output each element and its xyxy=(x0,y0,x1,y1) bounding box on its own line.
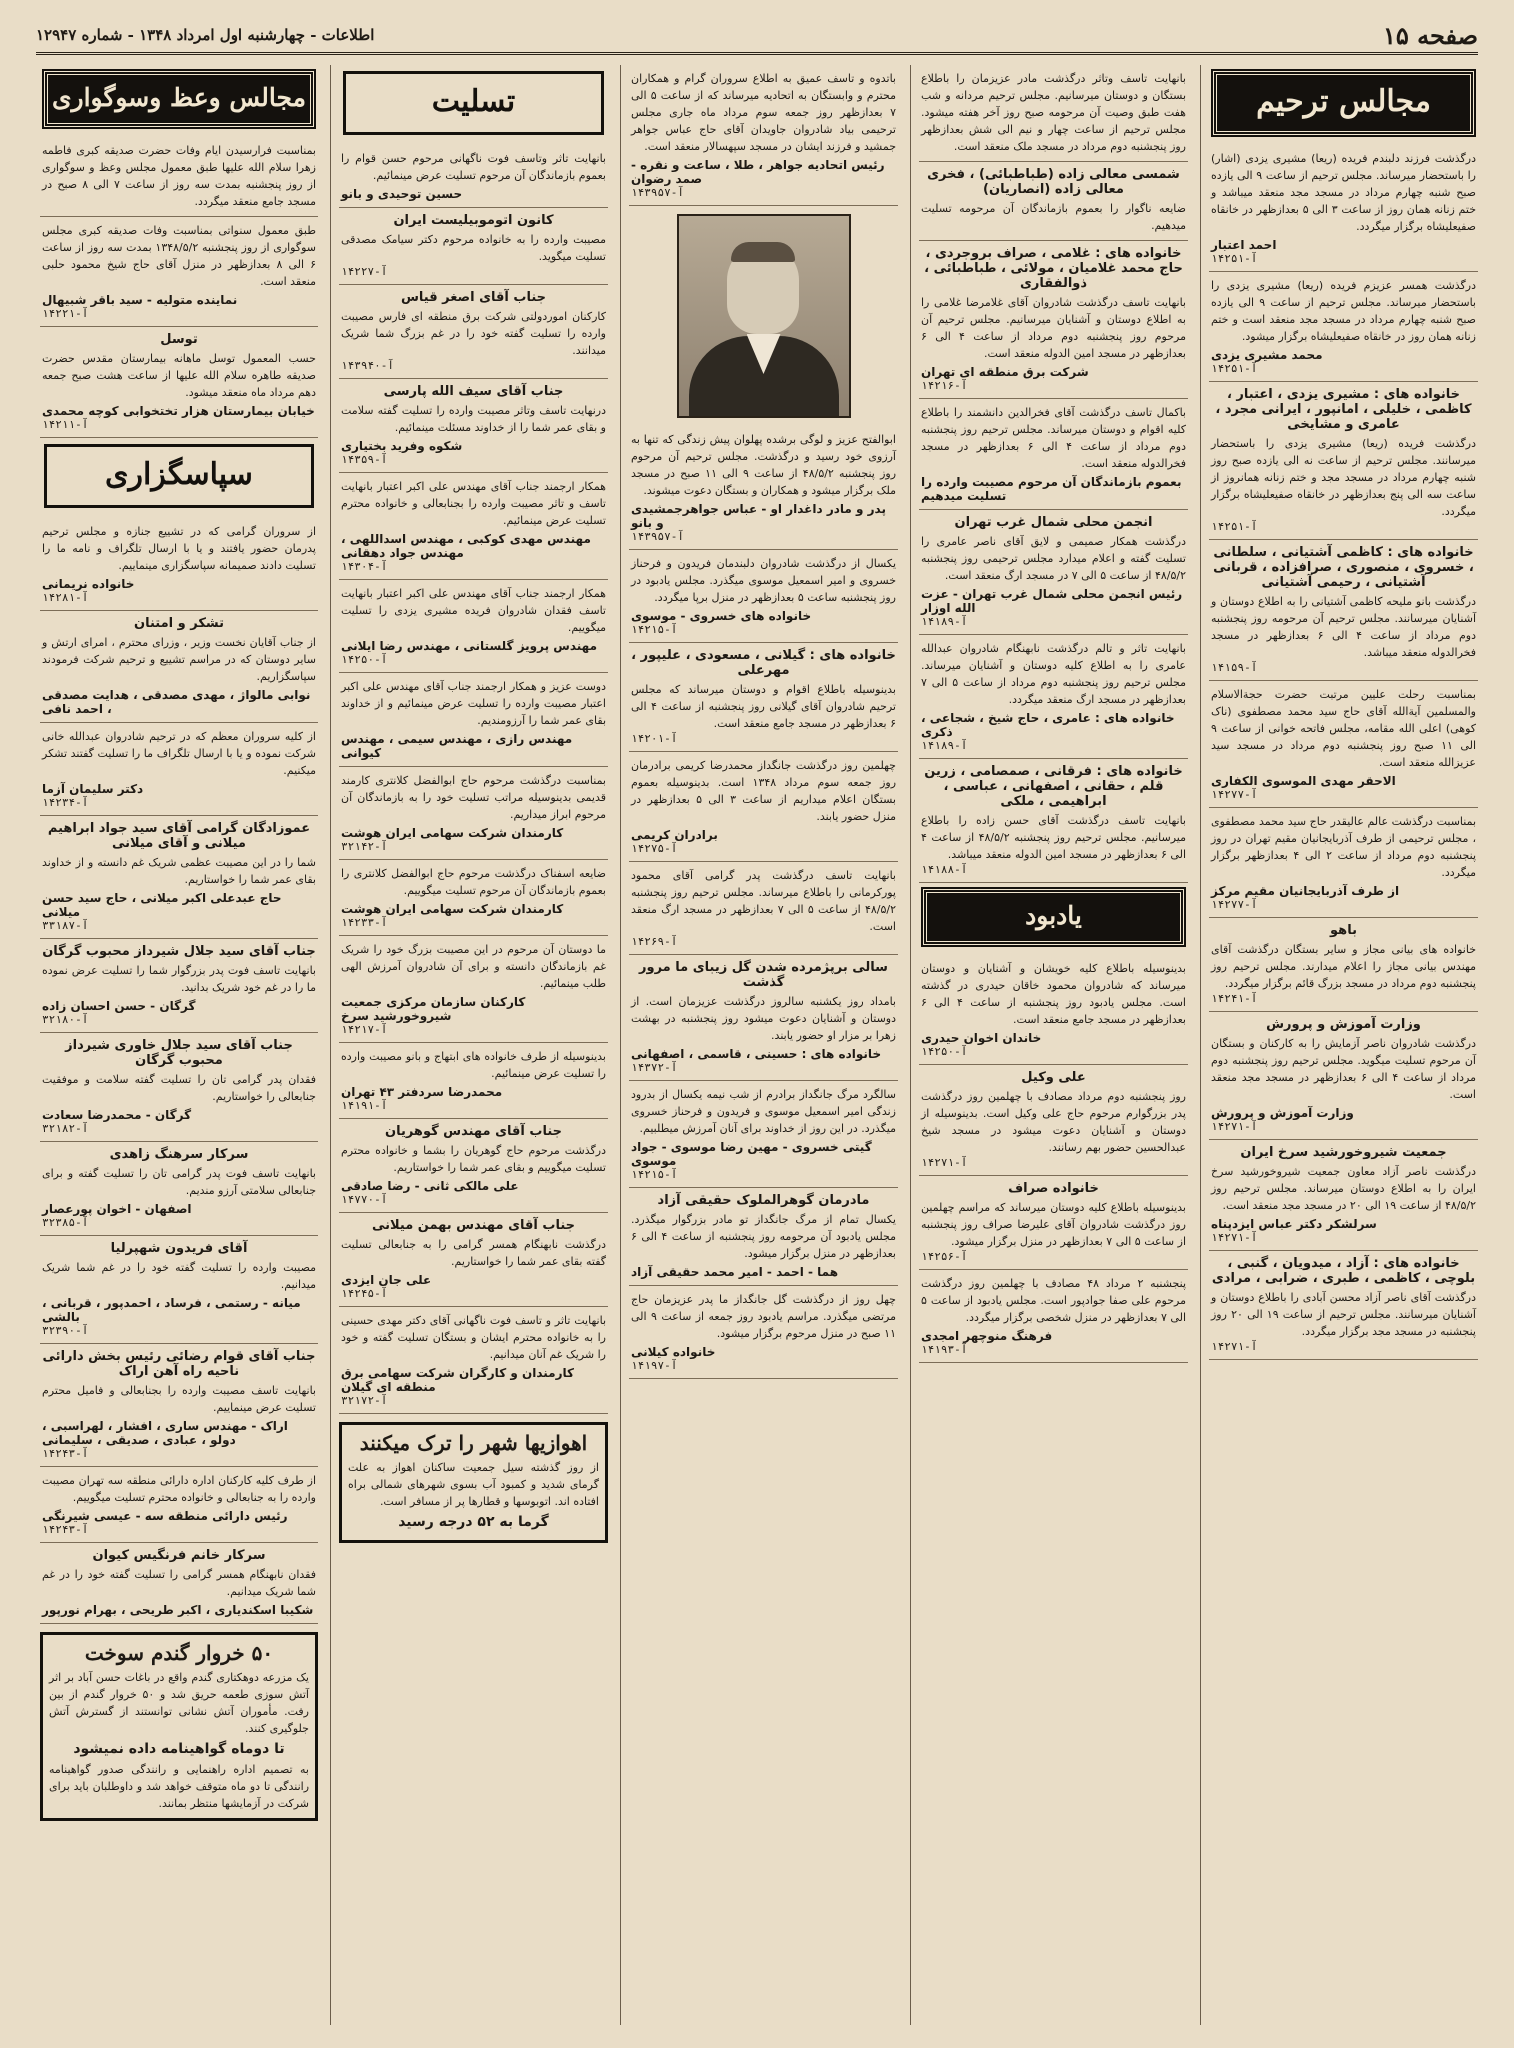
notice xyxy=(40,816,318,939)
notice-sign: برادران کریمی xyxy=(631,828,718,842)
notice xyxy=(1209,382,1478,540)
notice-sign: شکوه وفرید بختیاری xyxy=(341,439,463,453)
notice-code: آ-۱۴۲۷۵ xyxy=(631,842,678,855)
news-subhead: گرما به ۵۲ درجه رسید xyxy=(398,1514,549,1530)
notice-code: آ-۱۴۱۸۸ xyxy=(921,863,968,876)
notice-sign: کارمندان شرکت سهامی ایران هوشت xyxy=(341,826,564,840)
notice-sign: خانواده های خسروی - موسوی xyxy=(631,609,812,623)
notice xyxy=(919,955,1188,1065)
notice-head: کانون اتوموبیلیست ایران xyxy=(393,213,554,228)
notice xyxy=(629,862,898,955)
notice-sign: پدر و مادر داغدار او - عباس جواهرجمشیدی و بانو xyxy=(631,502,886,530)
news-box-wheat xyxy=(40,1632,318,1821)
notice xyxy=(339,767,608,860)
notice-head: خانواده صراف xyxy=(1008,1181,1099,1196)
notice xyxy=(40,518,318,611)
news-box-ahvaz xyxy=(339,1422,608,1543)
notice-head: خانواده های : گیلانی ، مسعودی ، علیپور ، مهرعلی xyxy=(631,648,896,678)
notice-sign: حسین توحیدی و بانو xyxy=(341,187,463,201)
notice xyxy=(339,1307,608,1414)
notice xyxy=(629,1286,898,1379)
notice-body: همکار ارجمند جناب آقای مهندس علی اکبر اعتبار بانهایت تاسف فقدان شادروان فریده مشیری یزدی را تسلیت میگوییم. xyxy=(341,587,606,634)
notice-code: آ-۱۴۳۹۵۷ xyxy=(631,186,684,199)
columns xyxy=(36,65,1478,2025)
notice-code: آ-۳۲۱۸۲ xyxy=(42,1122,89,1135)
column-4 xyxy=(330,65,608,2025)
notice-code: آ-۱۴۳۵۹ xyxy=(341,453,388,466)
notice xyxy=(1209,808,1478,918)
notice xyxy=(40,1236,318,1344)
notice-body: بامداد روز یکشنبه سالروز درگذشت عزیزمان است. از دوستان و آشنایان دعوت میشود روز پنجشنبه در بهشت زهرا بر مزار او حضور یابند. xyxy=(631,995,896,1042)
notice xyxy=(339,145,608,208)
notice-body: از کلیه سروران معظم که در ترحیم شادروان عبدالله خانی شرکت نموده و یا با ارسال تلگراف ما را تسلیت گفتند تشکر میکنیم. xyxy=(42,730,316,777)
notice-code: آ-۱۴۲۴۳ xyxy=(42,1447,89,1460)
notice-body: بانهایت تاسف درگذشت آقای حسن زاده را باطلاع میرسانیم. مجلس ترحیم روز پنجشنبه ۴۸/۵/۲ از ساعت ۴ الی ۶ بعدازظهر در مسجد امین الدوله منعقد میباشد. xyxy=(921,814,1186,861)
notice-head: خانواده های : غلامی ، صراف بروجردی ، حاج محمد غلامیان ، مولائی ، طباطبائی ، ذوالفقاری xyxy=(924,246,1183,291)
notice-sign: نوابی مالواژ ، مهدی مصدقی ، هدایت مصدقی ، احمد نافی xyxy=(42,688,311,716)
notice-code: آ-۱۴۳۷۲ xyxy=(631,1061,678,1074)
news-body: یک مزرعه دوهکتاری گندم واقع در باغات حسن آباد بر اثر آتش سوزی طعمه حریق شد و ۵۰ خروار گندم از بین رفت. مأموران آتش نشانی توانستند از گسترش آتش جلوگیری کنند. xyxy=(49,1671,309,1735)
notice-body: بمناسبت درگذشت مرحوم حاج ابوالفضل کلانتری کارمند قدیمی بدینوسیله مراتب تسلیت خود را به بازماندگان آن مرحوم ابراز میداریم. xyxy=(341,774,606,821)
notice-sign: کارکنان سازمان مرکزی جمعیت شیروخورشید سرخ xyxy=(341,995,526,1023)
notice-sign: اراک - مهندس ساری ، افشار ، لهراسبی ، دولو ، عبادی ، صدیقی ، سلیمانی xyxy=(42,1419,288,1447)
notice-body: بانهایت تاسف فوت پدر بزرگوار شما را تسلیت عرض نموده ما را در غم خود شریک بدانید. xyxy=(42,964,316,994)
section-banner-yadbud: یادبود xyxy=(923,889,1184,945)
notice-sign: خانواده های : حسینی ، قاسمی ، اصفهانی xyxy=(631,1047,882,1061)
notice-code: آ-۱۴۲۱۱ xyxy=(42,418,89,431)
notice xyxy=(919,1065,1188,1176)
notice-sign: رئیس اتحادیه جواهر ، طلا ، ساعت و نقره - صمد رضوان xyxy=(631,158,885,186)
notice-head: عموزادگان گرامی آقای سید جواد ابراهیم میلانی و آقای میلانی xyxy=(47,821,311,851)
column-5 xyxy=(40,65,318,2025)
notice-code: آ-۱۴۲۶۹ xyxy=(631,935,678,948)
notice-sign: علی جان ایزدی xyxy=(341,1273,432,1287)
notice-code: آ-۱۴۲۴۳ xyxy=(42,1523,89,1536)
notice xyxy=(629,752,898,862)
notice-sign: میانه - رستمی ، فرساد ، احمدپور ، قربانی ، بالشی xyxy=(42,1296,301,1324)
notice-head: خانواده های : فرقانی ، صمصامی ، زرین قلم ، حقانی ، اصفهانی ، عباسی ، ابراهیمی ، ملکی xyxy=(924,764,1183,809)
notice-head: انجمن محلی شمال غرب تهران xyxy=(954,515,1153,530)
notice xyxy=(40,1142,318,1236)
notice-body: بدینوسیله از طرف خانواده های ابتهاج و بانو مصیبت وارده را تسلیت عرض مینمائیم. xyxy=(341,1050,606,1080)
notice-code: آ-۱۴۲۴۵ xyxy=(341,1287,388,1300)
notice xyxy=(1209,272,1478,382)
notice-sign: سرلشکر دکتر عباس ایزدپناه xyxy=(1211,1217,1377,1231)
notice-body: خانواده های بیانی مجاز و سایر بستگان درگذشت آقای مهندس بیانی مجاز را اعلام میدارند. مجلس ترحیم روز پنجشنبه دوم مرداد در مسجد بزرگ قائم برگزار میگردد. xyxy=(1211,943,1476,990)
notice-code: آ-۱۴۲۵۰ xyxy=(921,1045,968,1058)
notice-code: آ-۱۴۲۰۱ xyxy=(631,732,678,745)
notice-body: بانهایت تاسف درگذشت پدر گرامی آقای محمود پورکرمانی را باطلاع میرساند. مجلس ترحیم روز پنجشنبه ۴۸/۵/۲ از ساعت ۵ الی ۷ بعدازظهر در مسجد ارگ منعقد است. xyxy=(631,869,896,933)
notice-body: ابوالفتح عزیز و لوگی برشده پهلوان پیش زندگی که تنها به آرزوی خود رسید و درگذشت. مجلس ترحیم آن مرحوم روز پنجشنبه ۴۸/۵/۲ از ساعت ۹ الی ۱۱ صبح در مسجد ملک برگزار میشود و همکاران و بستگان دعوت میشوند. xyxy=(631,433,897,497)
notice-body: یکسال تمام از مرگ جانگداز تو مادر بزرگوار میگذرد. مجلس یادبود آن مرحومه روز پنجشنبه از ساعت ۴ الی ۶ بعدازظهر در منزل برگزار میشود. xyxy=(631,1213,896,1260)
section-banner-taslit: تسلیت xyxy=(343,71,604,135)
notice-body: از طرف کلیه کارکنان اداره دارائی منطقه سه تهران مصیبت وارده را به جنابعالی و خانواده محترم تسلیت میگوییم. xyxy=(42,1474,316,1504)
notice-list xyxy=(629,65,898,206)
notice xyxy=(919,399,1188,510)
notice-code: آ-۳۲۱۸۰ xyxy=(42,1013,89,1026)
notice-sign: گرگان - حسن احسان زاده xyxy=(42,999,196,1013)
notice-sign: گرگان - محمدرضا سعادت xyxy=(42,1108,192,1122)
notice-body: درنهایت تاسف وتاثر مصیبت وارده را تسلیت گفته سلامت و بقای عمر شما را از خداوند مسئلت مینمائیم. xyxy=(341,404,606,434)
notice xyxy=(1209,1251,1478,1360)
notice xyxy=(339,1119,608,1213)
notice-head: آقای فریدون شهپرلیا xyxy=(110,1241,248,1256)
notice-sign: خیابان بیمارستان هزار تختخوابی کوچه محمدی xyxy=(42,404,315,418)
notice-code: آ-۱۴۲۷۱ xyxy=(1211,1120,1258,1133)
notice-code: آ-۱۴۲۱۵ xyxy=(631,1168,678,1181)
notice xyxy=(629,1081,898,1188)
notice-code: آ-۳۲۳۸۵ xyxy=(42,1216,89,1229)
notice-list xyxy=(339,145,608,1414)
notice-body: درگذشت آقای ناصر آزاد محسن آبادی را باطلاع دوستان و آشنایان میرسانند. مجلس ترحیم از ساعت ۱۹ الی ۲۰ روز پنجشنبه در مسجد مجد برگزار میگردد. xyxy=(1211,1291,1476,1338)
notice-body: درگذشت فریده (ریعا) مشیری یزدی را باستحضار میرسانند. مجلس ترحیم از ساعت نه الی یازده صبح روز شنبه چهارم مرداد در مسجد مجد و ختم زنانه همانروز از ساعت سه الی پنج بعدازظهر در خانقاه صفیعلیشاه برگزار میگردد. xyxy=(1211,437,1476,518)
notice-list xyxy=(629,426,898,1379)
notice xyxy=(1209,540,1478,681)
section-banner-vaz: مجالس وعظ وسوگواری xyxy=(44,71,314,127)
notice-body: پنجشنبه ۲ مرداد ۴۸ مصادف با چهلمین روز درگذشت مرحوم علی صفا جوادپور است. مجلس یادبود از ساعت ۵ الی ۷ بعدازظهر در منزل شخصی برگزار میگردد. xyxy=(921,1277,1186,1324)
notice xyxy=(339,285,608,379)
portrait-photo xyxy=(677,214,851,418)
notice-head: جناب آقای اصغر قیاس xyxy=(400,290,547,305)
notice-body: بانهایت تاسف مصیبت وارده را بجنابعالی و فامیل محترم تسلیت عرض مینماییم. xyxy=(42,1384,316,1414)
notice xyxy=(339,936,608,1043)
notice-code: آ-۳۲۱۷۲ xyxy=(341,1394,388,1407)
notice-head: سالی برپژمرده شدن گل زیبای ما مرور گذشت xyxy=(639,960,888,990)
notice-head: علی وکیل xyxy=(1021,1070,1086,1085)
notice-body: درگذشت شادروان ناصر آزمایش را به کارکنان و بستگان آن مرحوم تسلیت میگوید. مجلس ترحیم روز پنجشنبه دوم مرداد از ساعت ۴ الی ۶ بعدازظهر در مسجد مجد منعقد است. xyxy=(1211,1037,1476,1101)
notice-head: مادرمان گوهرالملوک حقیقی آزاد xyxy=(657,1193,870,1208)
notice-sign: الاحقر مهدی الموسوی الکفاری xyxy=(1211,774,1396,788)
notice-body: درگذشت بانو ملیحه کاظمی آشتیانی را به اطلاع دوستان و آشنایان میرسانند. مجلس ترحیم آن مرحومه روز پنجشنبه دوم مرداد از ساعت ۴ الی ۶ بعدازظهر در مسجد فخرالدوله منعقد میباشد. xyxy=(1211,595,1477,659)
notice-code: آ-۱۴۲۳۴ xyxy=(42,796,89,809)
notice-code: آ-۱۴۳۹۵۷ xyxy=(631,530,684,543)
notice-sign: گیتی خسروی - مهین رضا موسوی - جواد موسوی xyxy=(631,1140,872,1168)
page-number: صفحه ۱۵ xyxy=(1382,20,1478,50)
notice-code: آ-۱۴۲۵۱ xyxy=(1211,252,1258,265)
notice-sign: خانواده نریمانی xyxy=(42,577,135,591)
notice-sign: مهندس مهدی کوکبی ، مهندس اسداللهی ، مهندس جواد دهقانی xyxy=(341,532,591,560)
notice-head: توسل xyxy=(160,332,198,347)
notice-sign: دکتر سلیمان آزما xyxy=(42,782,144,796)
notice-head: تشکر و امتنان xyxy=(134,616,224,631)
notice-head: جمعیت شیروخورشید سرخ ایران xyxy=(1240,1145,1447,1160)
masthead xyxy=(36,18,1478,55)
notice-code: آ-۱۴۱۹۳ xyxy=(921,1343,968,1356)
notice-sign: کارمندان شرکت سهامی ایران هوشت xyxy=(341,902,564,916)
notice-body: چهلمین روز درگذشت جانگداز محمدرضا کریمی برادرمان روز جمعه سوم مرداد ۱۳۴۸ است. بدینوسیله بعموم بستگان اعلام میداریم از ساعت ۳ الی ۵ بعدازظهر در منزل حضور یابند. xyxy=(631,759,896,823)
notice xyxy=(339,1043,608,1119)
notice-body: بانهایت تاثر و تاسف فوت ناگهانی آقای دکتر مهدی حسینی را به خانواده محترم ایشان و بستگان تسلیت گفته و خود را شریک غم آنان میدانیم. xyxy=(341,1314,606,1361)
notice-head: خانواده های : مشیری یزدی ، اعتبار ، کاظمی ، خلیلی ، امانپور ، ایرانی مجرد ، عامری و مشایخی xyxy=(1215,387,1472,432)
notice xyxy=(339,860,608,936)
notice-body: روز پنجشنبه دوم مرداد مصادف با چهلمین روز درگذشت پدر بزرگوارم مرحوم حاج علی وکیل است. بدینوسیله از دوستان و آشنایان دعوت میشود در مسجد شیخ عبدالحسین حضور بهم رسانند. xyxy=(921,1090,1186,1154)
notice xyxy=(919,510,1188,635)
notice-body: بانهایت تاسف وتاثر درگذشت مادر عزیزمان را باطلاع بستگان و دوستان میرسانیم. مجلس ترحیم مردانه و شب هفت طبق وصیت آن مرحومه صبح روز آخر هفته میشود. مجلس ترحیم از ساعت چهار و نیم الی شش بعدازظهر روز پنجشنبه دوم مرداد در مسجد ملک منعقد است. xyxy=(921,72,1186,153)
notice-sign: خانواده کیلانی xyxy=(631,1345,716,1359)
notice-code: آ-۱۴۲۷۷ xyxy=(1211,788,1258,801)
notice-body: دوست عزیز و همکار ارجمند جناب آقای مهندس علی اکبر اعتبار مصیبت وارده را تسلیت عرض مینمائیم و از خداوند بقای عمر شما را آرزومندیم. xyxy=(341,680,606,727)
notice xyxy=(40,1467,318,1543)
notice xyxy=(629,65,898,206)
notice-sign: اصفهان - اخوان پورعصار xyxy=(42,1202,192,1216)
notice-sign: احمد اعتبار xyxy=(1211,238,1277,252)
notice-sign: علی مالکی ثانی - رضا صادقی xyxy=(341,1179,519,1193)
notice-body: بانهایت تاثر وتاسف فوت ناگهانی مرحوم حسن قوام را بعموم بازماندگان آن مرحوم تسلیت عرض مینمائیم. xyxy=(341,152,606,182)
notice xyxy=(919,635,1188,759)
notice-head: جناب آقای قوام رضائی رئیس بخش دارائی ناحیه راه آهن اراک xyxy=(42,1349,316,1379)
notice xyxy=(919,65,1188,162)
notice xyxy=(1209,145,1478,272)
notice-head: جناب آقای سیف الله پارسی xyxy=(383,384,564,399)
notice-body: بدینوسیله باطلاع کلیه خویشان و آشنایان و دوستان میرساند که شادروان محمود خاقان حیدری در گذشته است. مجلس یادبود روز پنجشنبه از ساعت ۴ الی ۶ بعدازظهر در مسجد جامع منعقد است. xyxy=(921,962,1186,1026)
notice-code: آ-۱۴۲۵۱ xyxy=(1211,520,1258,533)
notice xyxy=(339,673,608,767)
notice-code: آ-۱۴۲۷۷ xyxy=(1211,898,1258,911)
notice xyxy=(40,327,318,438)
notice-sign: فرهنگ منوچهر امجدی xyxy=(921,1329,1053,1343)
notice xyxy=(1209,1140,1478,1251)
notice-sign: خانواده های : عامری ، حاج شیخ ، شجاعی ، ذکری xyxy=(921,711,1175,739)
notice-body: حسب المعمول توسل ماهانه بیمارستان مقدس حضرت صدیقه طاهره سلام الله علیها از ساعت هشت صبح جمعه دهم مرداد ماه منعقد میشود. xyxy=(42,352,316,399)
notice-code: آ-۱۴۲۵۶ xyxy=(921,1250,968,1263)
notice-list xyxy=(919,955,1188,1363)
notice xyxy=(629,550,898,643)
notice-body: بمناسبت درگذشت عالم عالیقدر حاج سید محمد مصطفوی ، مجلس ترحیمی از طرف آذربایجانیان مقیم تهران در روز پنجشنبه دوم مرداد از ساعت ۲ الی ۴ بعدازظهر برگزار میگردد. xyxy=(1211,815,1477,879)
notice-code: آ-۱۴۲۴۱ xyxy=(1211,992,1258,1005)
notice-sign: از طرف آذربایجانیان مقیم مرکز xyxy=(1211,884,1400,898)
notice-list xyxy=(40,518,318,1624)
news-body-2: به تصمیم اداره راهنمایی و رانندگی صدور گواهینامه رانندگی تا دو ماه متوقف خواهد شد و داوطلبان باید برای شرکت در آزمایشها منتظر بمانند. xyxy=(49,1763,309,1810)
notice-sign: حاج عبدعلی اکبر میلانی ، حاج سید حسن میلانی xyxy=(42,891,282,919)
notice-head: شمسی معالی زاده (طباطبائی) ، فخری معالی زاده (انصاریان) xyxy=(927,167,1180,197)
notice-body: بدینوسیله باطلاع اقوام و دوستان میرساند که مجلس ترحیم شادروان آقای گیلانی روز پنجشنبه از ساعت ۴ الی ۶ بعدازظهر در مسجد جامع منعقد است. xyxy=(631,683,896,730)
notice-sign: محمدرضا سردفتر ۴۳ تهران xyxy=(341,1085,503,1099)
notice xyxy=(339,1213,608,1307)
notice xyxy=(629,426,898,550)
notice-body: ما دوستان آن مرحوم در این مصیبت بزرگ خود را شریک غم بازماندگان دانسته و برای آن شادروان آمرزش الهی طلب مینمائیم. xyxy=(341,943,606,990)
notice-code: آ-۱۴۱۹۷ xyxy=(631,1359,678,1372)
notice-sign: بعموم بازماندگان آن مرحوم مصیبت وارده را تسلیت میدهیم xyxy=(921,475,1182,503)
notice xyxy=(339,208,608,285)
notice-code: آ-۱۴۲۱۶ xyxy=(921,379,968,392)
notice xyxy=(339,580,608,673)
notice-body: بمناسبت فرارسیدن ایام وفات حضرت صدیقه کبری فاطمه زهرا سلام الله علیها طبق معمول مجلس وعظ و سوگواری از روز پنجشنبه بمدت سه روز از ساعت ۷ الی ۸ صبح در مسجد جامع منعقد میگردد. xyxy=(42,144,316,208)
notice-head: جناب آقای مهندس بهمن میلانی xyxy=(371,1218,575,1233)
notice-code: آ-۱۴۲۵۱ xyxy=(1211,362,1258,375)
notice-body: فقدان نابهنگام همسر گرامی را تسلیت گفته خود را در غم شما شریک میدانیم. xyxy=(42,1568,316,1598)
notice-body: کارکنان اموردولتی شرکت برق منطقه ای فارس مصیبت وارده را تسلیت گفته خود را در غم بزرگ شما شریک میدانند. xyxy=(341,310,606,357)
notice-body: درگذشت ناصر آزاد معاون جمعیت شیروخورشید سرخ ایران را به اطلاع دوستان میرساند. مجلس ترحیم روز ۴۸/۵/۲ از ساعت ۱۹ الی ۲۰ در مسجد مجد منعقد است. xyxy=(1211,1165,1476,1212)
notice-body: باکمال تاسف درگذشت آقای فخرالدین دانشمند را باطلاع کلیه اقوام و دوستان میرساند. مجلس ترحیم روز پنجشنبه دوم مرداد از ساعت ۴ الی ۶ بعدازظهر در مسجد فخرالدوله منعقد است. xyxy=(921,406,1187,470)
notice-code: آ-۱۴۲۷۱ xyxy=(1211,1340,1258,1353)
notice-code: آ-۱۴۲۵۰ xyxy=(341,653,388,666)
notice-head: سرکار خانم فرنگیس کیوان xyxy=(92,1548,266,1563)
notice-list xyxy=(1209,145,1478,1360)
notice-sign: شرکت برق منطقه ای تهران xyxy=(921,365,1089,379)
notice-list xyxy=(40,137,318,438)
notice-code: آ-۱۴۲۲۱ xyxy=(42,307,89,320)
notice-code: آ-۱۴۱۵۹ xyxy=(1211,661,1258,674)
notice-head: خانواده های : کاظمی آشتیانی ، سلطانی ، خسروی ، منصوری ، صرافزاده ، قربانی آشتیانی ، رحیمی آشتیانی xyxy=(1213,545,1474,590)
notice-code: آ-۱۴۲۷۱ xyxy=(921,1156,968,1169)
news-title: اهوازیها شهر را ترک میکنند xyxy=(359,1431,588,1455)
notice-code: آ-۱۴۲۲۷ xyxy=(341,265,388,278)
notice-body: فقدان پدر گرامی تان را تسلیت گفته سلامت و موفقیت جنابعالی را خواستاریم. xyxy=(42,1073,316,1103)
portrait-hair xyxy=(731,242,795,262)
notice-code: آ-۳۳۱۸۷ xyxy=(42,919,89,932)
notice-sign: شکیبا اسکندیاری ، اکبر طریحی ، بهرام نورپور xyxy=(42,1603,314,1617)
notice-code: آ-۱۴۲۱۵ xyxy=(631,623,678,636)
notice xyxy=(40,1543,318,1624)
notice-sign: خاندان اخوان حیدری xyxy=(921,1031,1042,1045)
notice xyxy=(919,1176,1188,1270)
notice-body: سالگرد مرگ جانگداز برادرم از شب نیمه یکسال از بدرود زندگی امیر اسمعیل موسوی و فریدون و فرحناز خسروی میگذرد. در این روز از خداوند برای آنان آمرزش میطلبیم. xyxy=(631,1088,896,1135)
notice xyxy=(40,939,318,1033)
notice-body: درگذشت نابهنگام همسر گرامی را به جنابعالی تسلیت گفته بقای عمر شما را خواستاریم. xyxy=(341,1238,606,1268)
notice-head: باهو xyxy=(1330,923,1357,938)
notice xyxy=(40,1033,318,1142)
notice-sign: مهندس رازی ، مهندس سیمی ، مهندس کیوانی xyxy=(341,732,573,760)
notice-sign: وزارت آموزش و پرورش xyxy=(1211,1106,1354,1120)
notice xyxy=(919,241,1188,399)
notice-code: آ-۱۴۱۸۹ xyxy=(921,739,968,752)
notice-head: سرکار سرهنگ زاهدی xyxy=(109,1147,249,1162)
notice-code: آ-۱۴۱۸۹ xyxy=(921,615,968,628)
notice-body: باتدوه و تاسف عمیق به اطلاع سروران گرام و همکاران محترم و وابستگان به اتحادیه میرساند که از ساعت ۵ الی ۷ بعدازظهر روز جمعه سوم مرداد ماه جاری مجلس ترحیمی بیاد شادروان جاویدان آقای حاج عباس جواهر جمشید و فرزند ایشان در مسجد سپهسالار منعقد است. xyxy=(631,72,896,153)
notice-body: بمناسبت رحلت علیین مرتبت حضرت حجةالاسلام والمسلمین آیةالله آقای حاج سید محمد مصطفوی (ناک کوهی) اعلی الله مقامه، مجلس فاتحه خوانی از ساعت ۹ الی ۱۱ صبح روز پنجشنبه دوم مرداد در مسجد سید عزیزالله منعقد است. xyxy=(1211,688,1477,769)
notice-body: درگذشت مرحوم حاج گوهریان را بشما و خانواده محترم تسلیت میگوییم و بقای عمر شما را خواستاریم. xyxy=(341,1144,606,1174)
notice xyxy=(40,611,318,723)
notice-sign: مهندس پرویز گلستانی ، مهندس رضا ایلانی xyxy=(341,639,598,653)
notice xyxy=(40,1344,318,1467)
notice-body: بدینوسیله باطلاع کلیه دوستان میرساند که مراسم چهلمین روز درگذشت شادروان آقای علیرضا صراف روز پنجشنبه از ساعت ۵ الی ۷ بعدازظهر در منزل برگزار میشود. xyxy=(921,1201,1186,1248)
notice-body: مصیبت وارده را به خانواده مرحوم دکتر سیامک مصدقی تسلیت میگوید. xyxy=(341,233,606,263)
news-body: از روز گذشته سیل جمعیت ساکنان اهواز به علت گرمای شدید و کمبود آب بسوی شهرهای شمالی براه افتاده اند. اتوبوسها و قطارها پر از مسافر است. xyxy=(348,1461,599,1508)
notice-code: آ-۳۲۱۴۲ xyxy=(341,840,388,853)
notice-code: آ-۱۴۲۳۳ xyxy=(341,916,388,929)
notice xyxy=(629,955,898,1081)
notice-body: ضایعه ناگوار را بعموم بازماندگان آن مرحومه تسلیت میدهیم. xyxy=(921,202,1186,232)
notice xyxy=(40,723,318,816)
notice-body: از سروران گرامی که در تشییع جنازه و مجلس ترحیم پدرمان حضور یافتند و یا با ارسال تلگراف و نامه ما را تسلیت دادند صمیمانه سپاسگزاری مینماییم. xyxy=(42,525,316,572)
notice-body: بانهایت تاثر و تالم درگذشت نابهنگام شادروان عبدالله عامری را به اطلاع کلیه دوستان و آشنایان میرساند. مجلس ترحیم روز پنجشنبه دوم مرداد از ساعت ۵ الی ۷ بعدازظهر در مسجد ارگ منعقد میگردد. xyxy=(921,642,1186,706)
notice xyxy=(629,643,898,752)
notice-body: از جناب آقایان نخست وزیر ، وزرای محترم ، امرای ارتش و سایر دوستان که در مراسم تشییع و ترحیم شرکت فرمودند سپاسگزاریم. xyxy=(42,636,316,683)
notice-sign: هما - احمد - امیر محمد حقیقی آزاد xyxy=(631,1265,839,1279)
notice xyxy=(339,473,608,580)
notice-code: آ-۳۲۳۹۰ xyxy=(42,1324,89,1337)
issue-info: اطلاعات - چهارشنبه اول امرداد ۱۳۴۸ - شماره ۱۲۹۴۷ xyxy=(36,26,375,44)
notice-code: آ-۱۴۲۸۱ xyxy=(42,591,89,604)
news-title: ۵۰ خروار گندم سوخت xyxy=(84,1641,274,1665)
notice-code: آ-۱۴۲۱۷ xyxy=(341,1023,388,1036)
notice-body: همکار ارجمند جناب آقای مهندس علی اکبر اعتبار بانهایت تاسف و تاثر مصیبت وارده را بجنابعالی و خانواده محترم تسلیت عرض مینمائیم. xyxy=(341,480,606,527)
notice xyxy=(339,379,608,473)
column-3 xyxy=(620,65,898,2025)
notice xyxy=(40,217,318,327)
notice xyxy=(1209,681,1478,808)
notice-code: آ-۱۴۷۷۰ xyxy=(341,1193,388,1206)
notice-body: مصیبت وارده را تسلیت گفته خود را در غم شما شریک میدانیم. xyxy=(42,1261,316,1291)
notice xyxy=(1209,918,1478,1012)
notice xyxy=(919,162,1188,241)
notice xyxy=(919,1270,1188,1363)
notice xyxy=(629,1188,898,1286)
column-1 xyxy=(1200,65,1478,2025)
notice-head: جناب آقای سید جلال شیرداز محبوب گرگان xyxy=(42,944,316,959)
notice-sign: رئیس دارائی منطقه سه - عیسی شیرنگی xyxy=(42,1509,288,1523)
notice-sign: رئیس انجمن محلی شمال غرب تهران - عزت الله اوزار xyxy=(921,587,1183,615)
notice-body: بانهایت تاسف فوت پدر گرامی تان را تسلیت گفته و برای جنابعالی سلامتی آرزو مندیم. xyxy=(42,1167,316,1197)
notice-code: آ-۱۴۱۹۱ xyxy=(341,1099,388,1112)
notice-body: بانهایت تاسف درگذشت شادروان آقای غلامرضا غلامی را به اطلاع دوستان و آشنایان میرسانیم. مجلس ترحیم آن مرحوم روز پنجشنبه دوم مرداد از ساعت ۴ الی ۶ بعدازظهر در مسجد امین الدوله منعقد است. xyxy=(921,296,1186,360)
notice-body: یکسال از درگذشت شادروان دلبندمان فریدون و فرحناز خسروی و امیر اسمعیل موسوی میگذرد. مجلس یادبود در روز پنجشنبه ساعت ۵ بعدازظهر در منزل برپا میگردد. xyxy=(631,557,896,604)
notice-body: شما را در این مصیبت عظمی شریک غم دانسته و از خداوند بقای عمر شما را خواستاریم. xyxy=(42,856,316,886)
notice-sign: محمد مشیری یزدی xyxy=(1211,348,1323,362)
notice-head: خانواده های : آزاد ، میدویان ، گنبی ، بلوچی ، کاظمی ، طبری ، ضرابی ، مرادی xyxy=(1211,1256,1476,1286)
notice xyxy=(1209,1012,1478,1140)
section-banner-tarhim: مجالس ترحیم xyxy=(1213,71,1474,135)
notice xyxy=(919,759,1188,883)
notice-head: وزارت آموزش و پرورش xyxy=(1266,1017,1421,1032)
notice-sign: نماینده متولیه - سید باقر شبیهال xyxy=(42,293,238,307)
section-banner-sepas: سپاسگزاری xyxy=(44,444,314,508)
news-subhead: تا دوماه گواهینامه داده نمیشود xyxy=(73,1741,285,1757)
notice-body: چهل روز از درگذشت گل جانگداز ما پدر عزیزمان حاج مرتضی میگذرد. مراسم یادبود روز جمعه از ساعت ۹ الی ۱۱ صبح در منزل مرحوم برگزار میشود. xyxy=(631,1293,896,1340)
notice-body: درگذشت همکار صمیمی و لایق آقای ناصر عامری را تسلیت گفته و اعلام میدارد مجلس ترحیمی روز پنجشنبه ۴۸/۵/۲ از ساعت ۵ الی ۷ در مسجد ارگ منعقد است. xyxy=(921,535,1186,582)
notice-code: آ-۱۴۳۰۴ xyxy=(341,560,388,573)
notice-body: درگذشت فرزند دلبندم فریده (ریعا) مشیری یزدی (اشار) را باستحضار میرساند. مجلس ترحیم از ساعت ۹ الی یازده صبح شنبه چهارم مرداد در مسجد مجد منعقد میباشد و ختم زنانه همان روز از ساعت ۳ الی ۵ بعدازظهر در خانقاه صفیعلیشاه برگزار میگردد. xyxy=(1211,152,1476,233)
notice-body: طبق معمول سنواتی بمناسبت وفات صدیقه کبری مجلس سوگواری از روز پنجشنبه ۱۳۴۸/۵/۲ بمدت سه روز از ساعت ۶ الی ۸ بعدازظهر در منزل آقای حاج شیخ محمود حلبی منعقد است. xyxy=(42,224,317,288)
notice-body: درگذشت همسر عزیزم فریده (ریعا) مشیری یزدی را باستحضار میرساند. مجلس ترحیم از ساعت ۹ الی یازده صبح شنبه چهارم مرداد در مسجد مجد منعقد است و ختم زنانه همان روز در خانقاه صفیعلیشاه برگزار میشود. xyxy=(1211,279,1476,343)
notice-head: جناب آقای مهندس گوهریان xyxy=(384,1124,563,1139)
notice-body: ضایعه اسفناک درگذشت مرحوم حاج ابوالفضل کلانتری را بعموم بازماندگان آن مرحوم تسلیت میگوییم. xyxy=(341,867,606,897)
notice-code: آ-۱۴۲۷۱ xyxy=(1211,1231,1258,1244)
notice-head: جناب آقای سید جلال خاوری شیرداز محبوب گرگان xyxy=(65,1038,293,1068)
notice xyxy=(40,137,318,217)
column-2 xyxy=(910,65,1188,2025)
notice-list xyxy=(919,65,1188,883)
notice-sign: کارمندان و کارگران شرکت سهامی برق منطقه ای گیلان xyxy=(341,1366,574,1394)
notice-code: آ-۱۴۳۹۴۰ xyxy=(341,359,394,372)
